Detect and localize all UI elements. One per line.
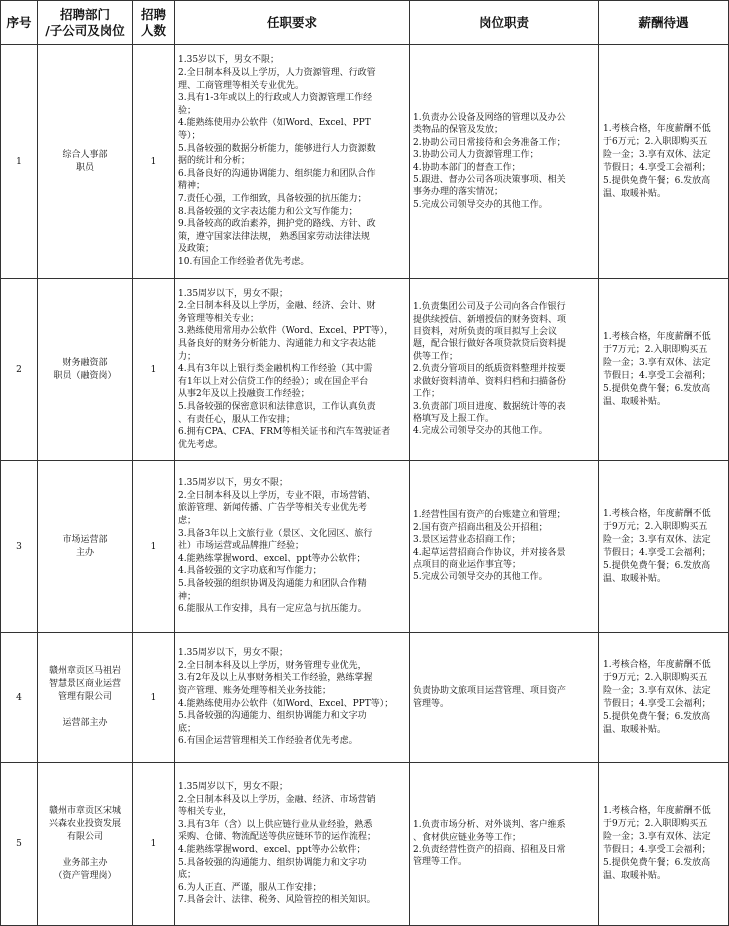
dept-line: 业务部主办	[62, 858, 108, 868]
duty-line: 事务办理的落实情况；	[413, 187, 504, 198]
duty-line: 3.景区运营业态招商工作；	[413, 535, 521, 546]
duty-line: 供等工作；	[413, 351, 459, 362]
header-duties: 岗位职责	[410, 1, 599, 45]
dept-line: 赣州章贡区马祖岩	[48, 666, 121, 676]
dept-line: 智慧景区商业运营	[48, 679, 121, 689]
requirements-cell	[175, 633, 410, 763]
header-count	[133, 1, 175, 45]
dept-line: 兴森农业投资发展	[48, 819, 121, 829]
pay-line: 1.考核合格，年度薪酬不低	[603, 331, 711, 342]
pay-cell	[599, 45, 729, 279]
duty-line: 点项目的商业运作事宜等；	[413, 559, 522, 570]
requirement-line: 1.35周岁以下，男女不限；	[178, 478, 289, 489]
pay-line: 于6万元；2.入职即购买五	[603, 136, 708, 147]
requirement-line: 据的统计和分析；	[178, 156, 251, 167]
table-header-row	[1, 1, 729, 45]
dept-cell	[38, 45, 133, 279]
requirement-line: 4.能熟练掌握word、excel、ppt等办公软件；	[178, 845, 366, 855]
headcount-cell: 1	[133, 633, 175, 763]
requirement-line: 底；	[178, 870, 197, 881]
duty-line: 5.跟进、督办公司各项决策事项、相关	[413, 174, 566, 185]
duty-line: 4.起草运营招商合作协议，并对接各景	[413, 547, 566, 558]
duty-line: 2.负责分管项目的纸质资料整理并按要	[413, 364, 566, 375]
pay-line: 1.考核合格，年度薪酬不低	[603, 123, 711, 134]
duty-line: 1.负责市场分析、对外谈判、客户维系	[413, 820, 566, 831]
requirement-line: 资产管理、账务处理等相关业务技能；	[178, 685, 332, 696]
duty-line: 提供续授信、新增授信的财务资料、项	[413, 314, 567, 325]
headcount-cell: 1	[133, 461, 175, 633]
duty-line: 5.完成公司领导交办的其他工作。	[413, 572, 548, 583]
duty-line: 目资料，对所负责的项目拟写上会议	[413, 327, 558, 338]
requirement-line: 10.有国企工作经验者优先考虑。	[178, 256, 310, 267]
header-requirements: 任职要求	[175, 1, 410, 45]
pay-cell	[599, 279, 729, 461]
dept-line: 运营部主办	[62, 718, 108, 728]
requirement-line: 1.35岁以下，男女不限；	[178, 55, 280, 66]
requirement-line: 6.为人正直、严谨，服从工作安排；	[178, 882, 322, 893]
requirement-line: 5.具备较强的组织协调及沟通能力和团队合作精	[178, 578, 367, 589]
requirement-line: 5.具备较强的沟通能力、组织协调能力和文字功	[178, 711, 367, 722]
headcount-cell: 1	[133, 279, 175, 461]
dept-line: （资产管理岗）	[53, 871, 117, 881]
pay-line: 5.提供免费午餐；6.发放高	[603, 175, 711, 186]
row-index: 5	[1, 763, 38, 926]
requirement-line: 神；	[178, 591, 197, 602]
duties-cell	[410, 45, 599, 279]
requirement-line: 2.全日制本科及以上学历，专业不限，市场营销、	[178, 490, 376, 501]
pay-line: 险一金；3.享有双休、法定	[603, 357, 711, 368]
requirement-line: 等）；	[178, 131, 201, 142]
requirement-line: 优先考虑。	[178, 439, 224, 450]
requirement-line: 虑；	[178, 516, 197, 527]
dept-cell	[38, 763, 133, 926]
duty-line: 、食材供应链业务等工作；	[413, 832, 522, 843]
table-row	[1, 461, 729, 633]
dept-line: 有限公司	[66, 832, 103, 842]
duty-line: 类物品的保管及发放；	[413, 125, 504, 136]
requirement-line: 4.能熟练使用办公软件（如Word、Excel、PPT等）；	[178, 698, 394, 709]
row-index: 1	[1, 45, 38, 279]
requirement-line: 7.责任心强，工作细致，具备较强的抗压能力；	[178, 193, 367, 204]
pay-line: 节假日；4.享受工会福利；	[603, 370, 711, 381]
requirements-cell	[175, 45, 410, 279]
requirement-line: 旅游管理、新闻传播、广告学等相关专业优先考	[178, 503, 368, 514]
pay-line: 温、取暖补贴。	[603, 573, 667, 584]
table-row	[1, 763, 729, 926]
duty-line: 5.完成公司领导交办的其他工作。	[413, 199, 548, 210]
requirements-cell	[175, 461, 410, 633]
duty-line: 求做好资料清单、资料归档和扫描备份	[413, 376, 567, 387]
pay-line: 5.提供免费午餐；6.发放高	[603, 383, 711, 394]
dept-cell	[38, 279, 133, 461]
requirement-line: 3.有2年及以上从事财务相关工作经验，熟练掌握	[178, 673, 373, 684]
requirement-line: 1.35周岁以下，男女不限；	[178, 648, 289, 659]
requirement-line: 策，遵守国家法律法规， 熟悉国家劳动法律法规	[178, 231, 370, 242]
dept-line	[44, 704, 126, 717]
pay-line: 险一金；3.享有双休、法定	[603, 534, 711, 545]
requirement-line: 具备良好的财务分析能力、沟通能力和文字表达能	[178, 339, 377, 350]
pay-cell	[599, 633, 729, 763]
dept-line: 职员	[75, 162, 94, 173]
duty-line: 格填写及上报工作。	[413, 413, 495, 424]
duty-line: 4.完成公司领导交办的其他工作。	[413, 426, 548, 437]
dept-line	[44, 844, 126, 857]
header-count-line: 人数	[140, 22, 166, 38]
requirement-line: 5.具备较强的数据分析能力，能够进行人力资源数	[178, 143, 376, 154]
pay-line: 节假日；4.享受工会福利；	[603, 698, 711, 709]
duty-line: 3.协助公司人力资源管理工作；	[413, 150, 539, 161]
duty-line: 管理等。	[413, 698, 450, 709]
duty-line: 1.负责集团公司及子公司向各合作银行	[413, 302, 566, 313]
requirements-cell	[175, 763, 410, 926]
header-count-line: 招聘	[140, 6, 166, 22]
headcount-cell: 1	[133, 763, 175, 926]
pay-line: 1.考核合格，年度薪酬不低	[603, 806, 711, 816]
requirements-cell	[175, 279, 410, 461]
pay-line: 节假日；4.享受工会福利；	[603, 547, 711, 558]
requirement-line: 采购、仓储、物流配送等供应链环节的运作流程；	[178, 832, 377, 843]
requirement-line: 1.35周岁以下，男女不限；	[178, 288, 289, 299]
pay-line: 节假日；4.享受工会福利；	[603, 845, 711, 855]
dept-line: 职员（融资岗）	[53, 370, 117, 381]
duties-cell	[410, 633, 599, 763]
requirement-line: 4.能熟练掌握word、excel、ppt等办公软件；	[178, 553, 366, 564]
requirement-line: 2.全日制本科及以上学历，财务管理专业优先，	[178, 660, 367, 671]
pay-line: 5.提供免费午餐；6.发放高	[603, 858, 711, 868]
dept-cell	[38, 461, 133, 633]
table-row	[1, 45, 729, 279]
pay-line: 5.提供免费午餐；6.发放高	[603, 711, 711, 722]
duty-line: 管理等工作。	[413, 857, 468, 868]
pay-line: 1.考核合格，年度薪酬不低	[603, 508, 711, 519]
row-index: 2	[1, 279, 38, 461]
duty-line: 1.经营性国有资产的台账建立和管理；	[413, 510, 566, 521]
requirement-line: 底；	[178, 723, 197, 734]
requirement-line: 4.具有3年以上银行类金融机构工作经验（其中需	[178, 364, 373, 375]
duty-line: 题，配合银行做好各项贷款贷后资料提	[413, 339, 567, 350]
dept-line: 综合人事部	[62, 149, 108, 160]
requirement-line: 8.具备较强的文字表达能力和公文写作能力；	[178, 206, 358, 217]
pay-line: 险一金；3.享有双休、法定	[603, 832, 711, 842]
requirement-line: 2.全日制本科及以上学历，金融、经济、市场营销	[178, 794, 376, 805]
pay-line: 于7万元；2.入职即购买五	[603, 344, 708, 355]
pay-line: 于9万元；2.入职即购买五	[603, 672, 708, 683]
requirement-line: 1.35周岁以下，男女不限；	[178, 782, 289, 793]
requirement-line: 6.能服从工作安排，具有一定应急与抗压能力。	[178, 604, 367, 615]
dept-line: 主办	[75, 547, 94, 558]
dept-line: 市场运营部	[62, 534, 108, 545]
requirement-line: 3.具有1-3年或以上的行政或人力资源管理工作经	[178, 93, 373, 104]
pay-line: 于9万元；2.入职即购买五	[603, 819, 708, 829]
dept-line: 财务融资部	[62, 357, 108, 368]
header-dept	[38, 1, 133, 45]
requirement-line: 3.具有3年（含）以上供应链行业从业经验，熟悉	[178, 819, 373, 830]
pay-line: 温、取暖补贴。	[603, 188, 667, 199]
requirement-line: 务管理等相关专业；	[178, 313, 260, 324]
headcount-cell: 1	[133, 45, 175, 279]
pay-line: 温、取暖补贴。	[603, 724, 667, 735]
header-pay: 薪酬待遇	[599, 1, 729, 45]
pay-line: 5.提供免费午餐；6.发放高	[603, 560, 711, 571]
requirement-line: 、有责任心，服从工作安排；	[178, 414, 296, 425]
header-index: 序号	[1, 1, 38, 45]
duty-line: 2.国有资产招商出租及公开招租；	[413, 522, 548, 533]
duty-line: 负责协助文旅项目运营管理、项目资产	[413, 686, 567, 697]
duty-line: 2.负责经营性资产的招商、招租及日常	[413, 845, 566, 855]
requirement-line: 5.具备较强的沟通能力、组织协调能力和文字功	[178, 857, 367, 868]
requirement-line: 从事2年及以上投融资工作经验；	[178, 389, 310, 400]
requirement-line: 精神；	[178, 181, 206, 192]
requirement-line: 2.全日制本科及以上学历，人力资源管理、行政管	[178, 68, 376, 79]
duties-cell	[410, 279, 599, 461]
requirement-line: 2.全日制本科及以上学历，金融、经济、会计、财	[178, 301, 376, 312]
pay-line: 于9万元；2.入职即购买五	[603, 521, 708, 532]
requirement-line: 4.具备较强的文字功底和写作能力；	[178, 566, 322, 577]
dept-cell	[38, 633, 133, 763]
duty-line: 1.负责办公设备及网络的管理以及办公	[413, 112, 566, 123]
pay-line: 温、取暖补贴。	[603, 871, 667, 881]
requirement-line: 验；	[178, 105, 197, 116]
dept-line: 赣州市章贡区宋城	[48, 806, 121, 816]
pay-cell	[599, 461, 729, 633]
requirement-line: 7.具备会计、法律、税务、风险管控的相关知识。	[178, 895, 376, 906]
row-index: 3	[1, 461, 38, 633]
pay-line: 1.考核合格，年度薪酬不低	[603, 659, 711, 670]
row-index: 4	[1, 633, 38, 763]
requirement-line: 5.具备较强的保密意识和法律意识，工作认真负责	[178, 401, 376, 412]
requirement-line: 社）市场运营或品牌推广经验；	[178, 541, 305, 552]
pay-line: 险一金；3.享有双休、法定	[603, 149, 711, 160]
pay-line: 温、取暖补贴。	[603, 396, 667, 407]
requirement-line: 4.能熟练使用办公软件（如Word、Excel、PPT	[178, 118, 371, 129]
requirement-line: 及政策；	[178, 244, 215, 255]
duty-line: 4.协助本部门的督查工作；	[413, 162, 521, 173]
pay-cell	[599, 763, 729, 926]
duty-line: 3.负责部门项目进度、数据统计等的表	[413, 401, 566, 412]
requirement-line: 等相关专业，	[178, 807, 233, 818]
requirement-line: 6.拥有CPA、CFA、FRM等相关证书和汽车驾驶证者	[178, 427, 391, 438]
duty-line: 2.协助公司日常接待和会务准备工作；	[413, 137, 566, 148]
requirement-line: 3.具备3年以上文旅行业（景区、文化园区、旅行	[178, 528, 373, 539]
header-dept-line: /子公司及岗位	[45, 22, 125, 38]
duty-line: 工作；	[413, 389, 441, 400]
pay-line: 节假日；4.享受工会福利；	[603, 162, 711, 173]
dept-line: 管理有限公司	[57, 692, 112, 702]
requirement-line: 理、工商管理等相关专业优先。	[178, 80, 305, 91]
requirement-line: 6.具备良好的沟通协调能力、组织能力和团队合作	[178, 168, 376, 179]
table-row	[1, 279, 729, 461]
requirement-line: 力；	[178, 351, 197, 362]
table-row	[1, 633, 729, 763]
header-dept-line: 招聘部门	[59, 6, 110, 22]
requirement-line: 9.具备较高的政治素养，拥护党的路线、方针、政	[178, 219, 376, 230]
duties-cell	[410, 763, 599, 926]
requirement-line: 6.有国企运营管理相关工作经验者优先考虑。	[178, 736, 358, 747]
duties-cell	[410, 461, 599, 633]
requirement-line: 有1年以上对公信贷工作的经验）；或在国企平台	[178, 376, 369, 387]
pay-line: 险一金；3.享有双休、法定	[603, 685, 711, 696]
requirement-line: 3.熟练使用常用办公软件（Word、Excel、PPT等），	[178, 326, 394, 337]
